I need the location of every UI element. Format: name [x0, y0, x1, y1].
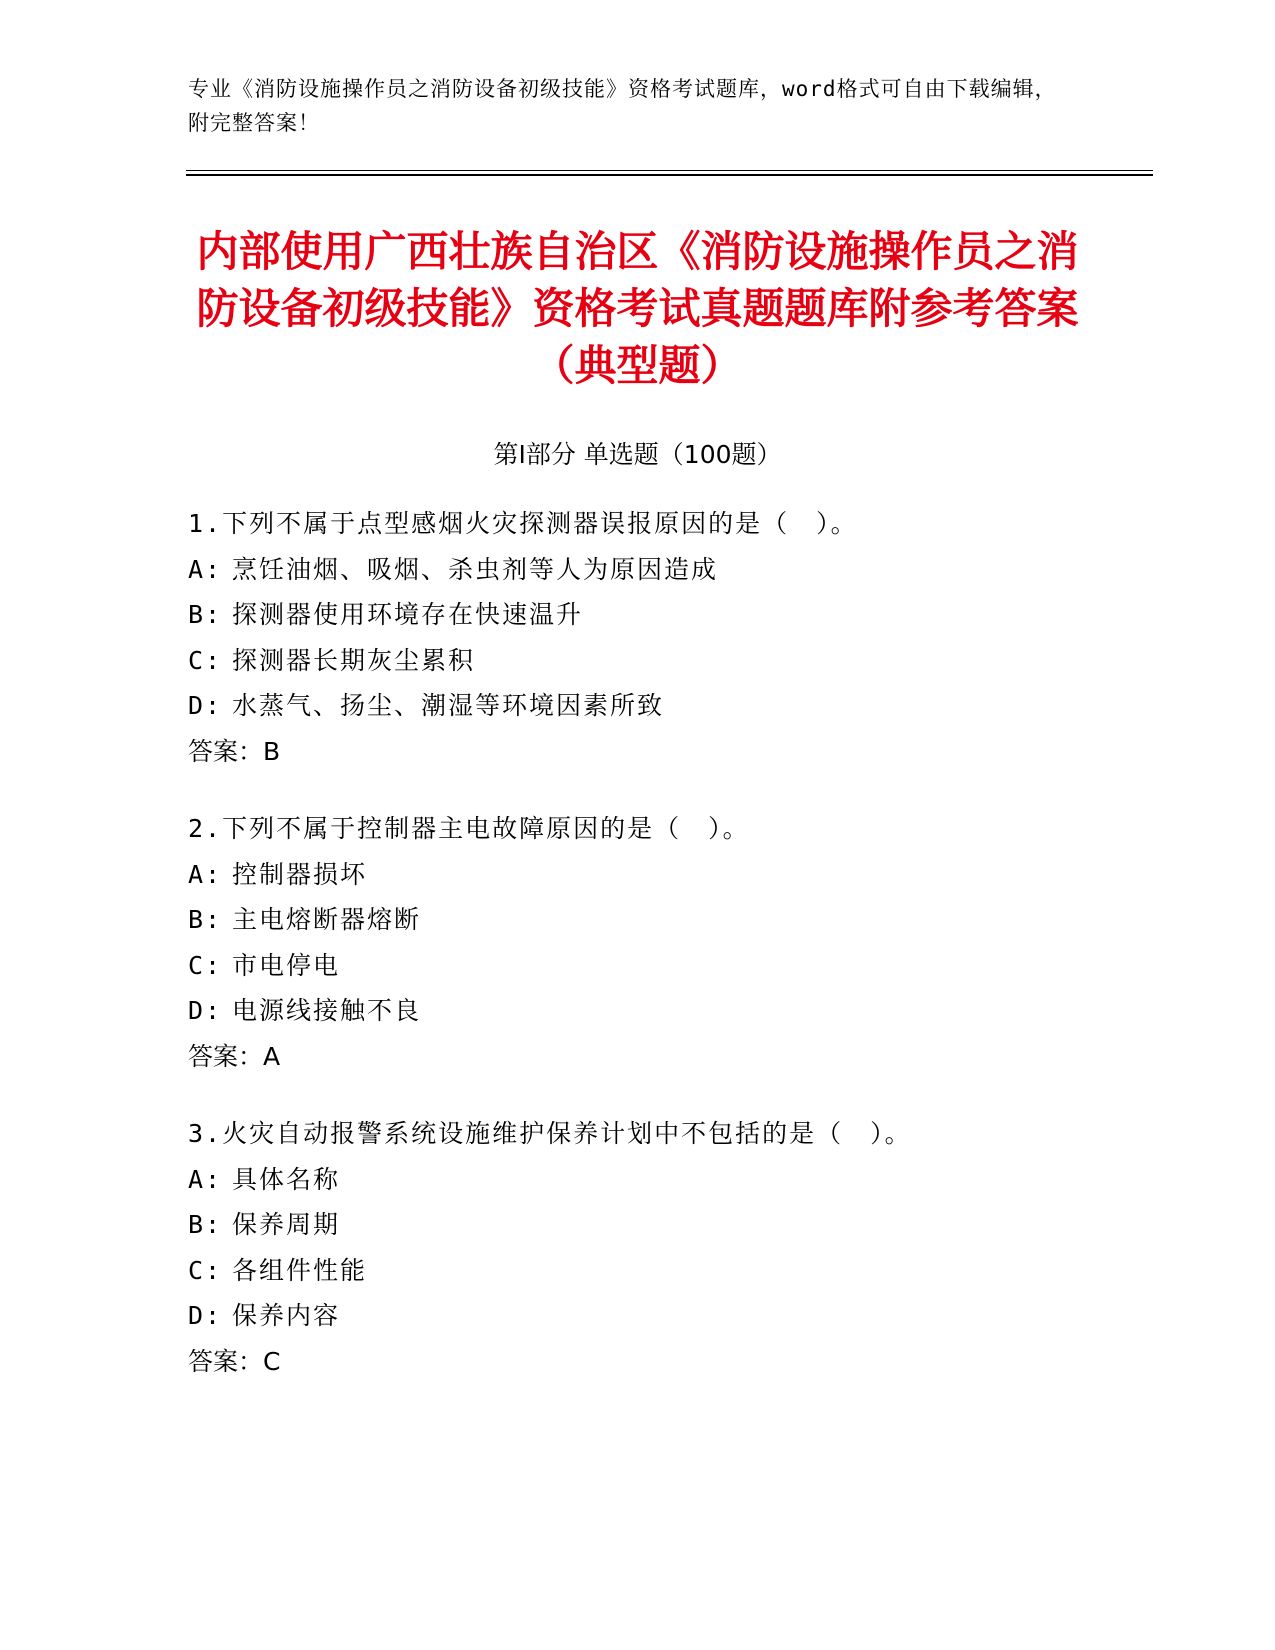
answer-line: 答案：A: [188, 1041, 281, 1071]
question-stem: 2.下列不属于控制器主电故障原因的是（ ）。: [188, 814, 750, 843]
option-key: B:: [188, 905, 223, 934]
option-key: B:: [188, 1210, 223, 1239]
answer-line: 答案：C: [188, 1346, 281, 1376]
option-key: C:: [188, 645, 223, 675]
option-key: A:: [188, 1164, 223, 1194]
option-text: 水蒸气、扬尘、潮湿等环境因素所致: [232, 691, 665, 720]
option-key: D:: [188, 1301, 223, 1330]
option-text: 各组件性能: [232, 1255, 368, 1285]
question-block: [188, 1111, 1138, 1384]
option-key: A:: [188, 859, 223, 889]
option-text: 具体名称: [232, 1164, 341, 1194]
question-block: [188, 501, 1138, 774]
option-text: 主电熔断器熔断: [232, 905, 422, 934]
option-b: [188, 1202, 1138, 1248]
option-a: [188, 547, 1138, 593]
option-text: 控制器损坏: [232, 859, 368, 889]
option-text: 探测器长期灰尘累积: [232, 645, 476, 675]
option-c: [188, 1248, 1138, 1294]
option-d: [188, 988, 1138, 1034]
option-key: D:: [188, 691, 223, 720]
header-divider-thin: [186, 170, 1153, 171]
option-key: D:: [188, 996, 223, 1025]
option-key: C:: [188, 1255, 223, 1285]
section-heading: 第I部分 单选题（100题）: [493, 440, 782, 469]
option-text: 探测器使用环境存在快速温升: [232, 600, 584, 629]
option-d: [188, 1293, 1138, 1339]
option-text: 保养周期: [232, 1210, 341, 1239]
document-title: 内部使用广西壮族自治区《消防设施操作员之消防设备初级技能》资格考试真题题库附参考答案（典型题）: [196, 227, 1079, 390]
question-stem: 1.下列不属于点型感烟火灾探测器误报原因的是（ ）。: [188, 509, 858, 538]
option-text: 烹饪油烟、吸烟、杀虫剂等人为原因造成: [232, 554, 719, 584]
option-text: 电源线接触不良: [232, 996, 422, 1025]
option-text: 市电停电: [232, 950, 341, 980]
answer-line: 答案：B: [188, 736, 281, 766]
header-note: 专业《消防设施操作员之消防设备初级技能》资格考试题库，word格式可自由下载编辑，附完整答案！: [188, 77, 1057, 135]
header-divider-thick: [186, 174, 1153, 176]
option-c: [188, 943, 1138, 989]
option-a: [188, 852, 1138, 898]
question-block: [188, 806, 1138, 1079]
question-stem: 3.火灾自动报警系统设施维护保养计划中不包括的是（ ）。: [188, 1119, 912, 1148]
option-d: [188, 683, 1138, 729]
option-b: [188, 592, 1138, 638]
option-a: [188, 1157, 1138, 1203]
option-key: A:: [188, 554, 223, 584]
option-key: B:: [188, 600, 223, 629]
option-key: C:: [188, 950, 223, 980]
option-c: [188, 638, 1138, 684]
option-b: [188, 897, 1138, 943]
option-text: 保养内容: [232, 1301, 341, 1330]
